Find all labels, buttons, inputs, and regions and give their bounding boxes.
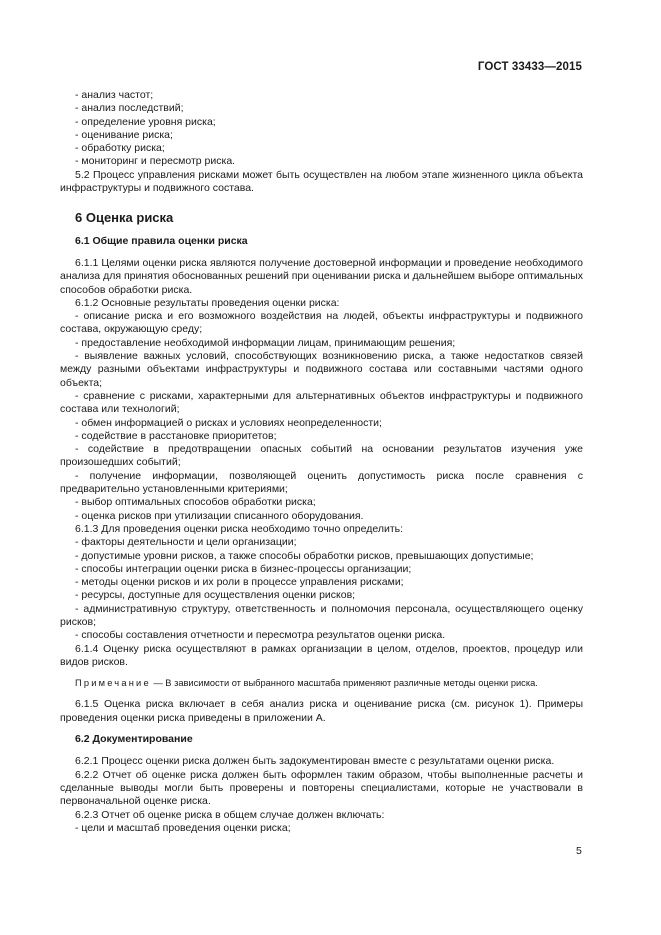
- paragraph-6-1-3: 6.1.3 Для проведения оценки риска необходимо точно определить:: [75, 522, 404, 535]
- section-6-title: 6 Оценка риска: [75, 210, 174, 226]
- list-item: - анализ последствий;: [75, 102, 184, 115]
- paragraph-6-2-3: 6.2.3 Отчет об оценке риска в общем случае должен включать:: [75, 808, 385, 821]
- list-item: - цели и масштаб проведения оценки риска;: [75, 821, 291, 834]
- list-item: - допустимые уровни рисков, а также способы обработки рисков, превышающих допустимые;: [75, 549, 534, 562]
- paragraph-6-2-2: 6.2.2 Отчет об оценке риска должен быть оформлен таким образом, чтобы выполненные расчеты и сделанные выводы могли быть проверены и повторены специалистами, которые не участвовали в первоначальной оценке риска.: [60, 768, 583, 808]
- list-item: - методы оценки рисков и их роли в процессе управления рисками;: [75, 576, 404, 589]
- subsection-6-1-title: 6.1 Общие правила оценки риска: [75, 234, 248, 247]
- list-item: - предоставление необходимой информации лицам, принимающим решения;: [75, 336, 456, 349]
- list-item: - факторы деятельности и цели организации;: [75, 536, 297, 549]
- paragraph-6-1-2: 6.1.2 Основные результаты проведения оценки риска:: [75, 296, 340, 309]
- paragraph-6-1-5: 6.1.5 Оценка риска включает в себя анализ риска и оценивание риска (см. рисунок 1). Примеры проведения оценки риска приведены в приложении А.: [60, 698, 583, 724]
- list-item: - обмен информацией о рисках и условиях неопределенности;: [75, 416, 382, 429]
- page-content: [60, 89, 583, 835]
- list-item: - описание риска и его возможного воздействия на людей, объекты инфраструктуры и подвижного состава, окружающую среду;: [60, 310, 583, 336]
- list-item: - обработку риска;: [75, 142, 165, 155]
- list-item: - содействие в предотвращении опасных событий на основании результатов изучения уже произошедших событий;: [60, 443, 583, 469]
- list-item: - определение уровня риска;: [75, 115, 216, 128]
- note-text: В зависимости от выбранного масштаба применяют различные методы оценки риска.: [165, 678, 538, 689]
- page-number: 5: [576, 845, 582, 857]
- note-dash: —: [150, 678, 166, 689]
- list-item: - выбор оптимальных способов обработки риска;: [75, 496, 316, 509]
- list-item: - ресурсы, доступные для осуществления оценки рисков;: [75, 589, 356, 602]
- list-item: - получение информации, позволяющей оценить допустимость риска после сравнения с предварительно установленными критериями;: [60, 469, 583, 496]
- standard-header: ГОСТ 33433—2015: [477, 61, 582, 73]
- list-item: - способы составления отчетности и пересмотра результатов оценки риска.: [75, 629, 446, 642]
- list-item: - административную структуру, ответственность и полномочия персонала, осуществляющего оценку рисков;: [60, 602, 583, 628]
- list-item: - содействие в расстановке приоритетов;: [75, 429, 277, 442]
- list-item: - выявление важных условий, способствующих возникновению риска, а также недостатков связей между разными объектами инфраструктуры и подвижного состава или составными частями одного объекта;: [60, 350, 583, 389]
- subsection-6-2-title: 6.2 Документирование: [75, 733, 193, 746]
- list-item: - оценка рисков при утилизации списанного оборудования.: [75, 509, 364, 522]
- list-item: - оценивание риска;: [75, 128, 173, 141]
- list-item: - способы интеграции оценки риска в бизнес-процессы организации;: [75, 562, 412, 575]
- list-item: - сравнение с рисками, характерными для альтернативных объектов инфраструктуры и подвижного состава или технологий;: [60, 389, 583, 416]
- note: [75, 677, 583, 690]
- paragraph-6-1-1: 6.1.1 Целями оценки риска являются получение достоверной информации и проведение необходимого анализа для принятия обоснованных решений при оценивании риска и дальнейшем выборе оптимальных способов обработки риска.: [60, 256, 583, 296]
- paragraph-6-2-1: 6.2.1 Процесс оценки риска должен быть задокументирован вместе с результатами оценки риска.: [75, 755, 555, 768]
- list-item: - анализ частот;: [75, 89, 154, 101]
- list-item: - мониторинг и пересмотр риска.: [75, 155, 236, 168]
- paragraph-5-2: 5.2 Процесс управления рисками может быть осуществлен на любом этапе жизненного цикла объекта инфраструктуры и подвижного состава.: [60, 168, 583, 195]
- paragraph-6-1-4: 6.1.4 Оценку риска осуществляют в рамках организации в целом, отделов, проектов, процедур или видов рисков.: [60, 642, 583, 668]
- note-label: Примечание: [75, 678, 151, 689]
